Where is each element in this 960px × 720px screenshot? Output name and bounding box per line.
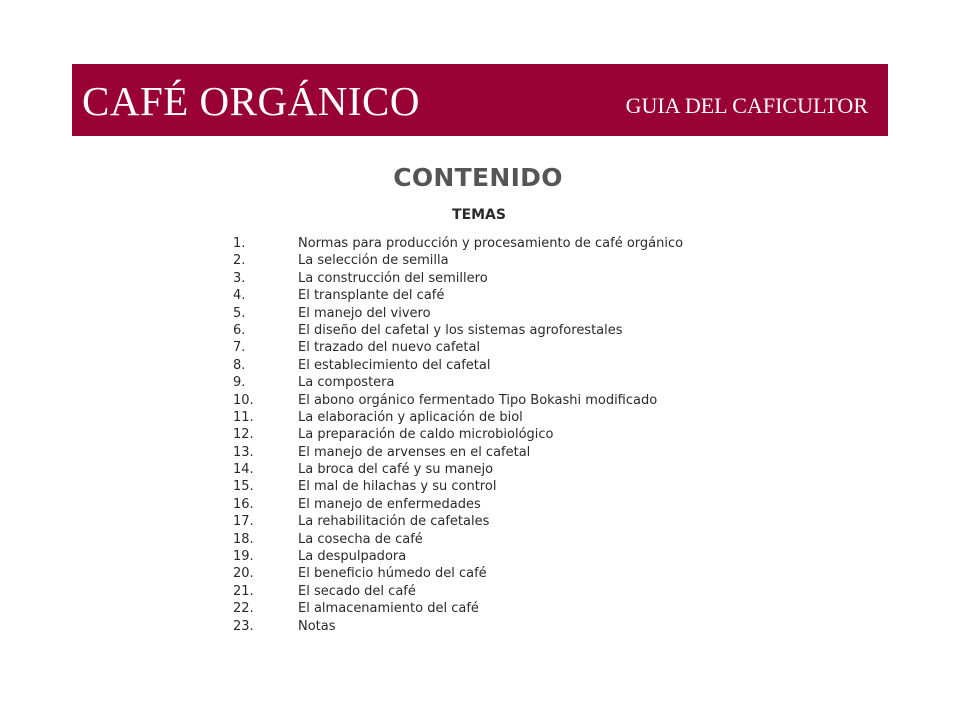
toc-item bbox=[233, 270, 683, 287]
toc-item-number: 13. bbox=[233, 444, 254, 460]
topics-heading: TEMAS bbox=[452, 207, 506, 223]
toc-item-number: 19. bbox=[233, 549, 254, 565]
toc-item-number: 4. bbox=[233, 288, 246, 304]
toc-item bbox=[233, 392, 683, 409]
table-of-contents bbox=[233, 235, 683, 635]
toc-item-number: 14. bbox=[233, 462, 254, 478]
toc-item bbox=[233, 305, 683, 322]
toc-item-number: 17. bbox=[233, 514, 254, 530]
header-banner bbox=[72, 64, 888, 136]
toc-item bbox=[233, 409, 683, 426]
toc-item-title: La elaboración y aplicación de biol bbox=[298, 409, 523, 425]
toc-item bbox=[233, 548, 683, 565]
toc-item bbox=[233, 374, 683, 391]
toc-item-title: La cosecha de café bbox=[298, 531, 423, 547]
toc-item-title: El abono orgánico fermentado Tipo Bokashi modificado bbox=[298, 392, 658, 408]
toc-item-number: 12. bbox=[233, 427, 254, 443]
toc-item bbox=[233, 496, 683, 513]
toc-item bbox=[233, 357, 683, 374]
toc-item bbox=[233, 583, 683, 600]
toc-item-number: 15. bbox=[233, 479, 254, 495]
toc-item-title: El establecimiento del cafetal bbox=[298, 357, 491, 373]
toc-item bbox=[233, 235, 683, 252]
toc-item-title: La despulpadora bbox=[298, 549, 407, 565]
document-subtitle: GUIA DEL CAFICULTOR bbox=[625, 93, 868, 118]
toc-item bbox=[233, 513, 683, 530]
toc-item-number: 10. bbox=[233, 392, 254, 408]
toc-item-title: La rehabilitación de cafetales bbox=[298, 514, 490, 530]
toc-item-number: 1. bbox=[233, 236, 246, 251]
toc-item-title: La construcción del semillero bbox=[298, 270, 488, 286]
toc-item-number: 3. bbox=[233, 270, 246, 286]
toc-item-title: El manejo de enfermedades bbox=[298, 496, 481, 512]
toc-item bbox=[233, 426, 683, 443]
toc-item-title: La compostera bbox=[298, 375, 395, 391]
toc-item bbox=[233, 461, 683, 478]
toc-item bbox=[233, 252, 683, 269]
toc-item-title: La preparación de caldo microbiológico bbox=[298, 427, 554, 443]
toc-item-title: El manejo de arvenses en el cafetal bbox=[298, 444, 531, 460]
toc-item bbox=[233, 444, 683, 461]
toc-item bbox=[233, 478, 683, 495]
toc-item-title: Notas bbox=[298, 618, 336, 634]
toc-item-number: 5. bbox=[233, 305, 246, 321]
toc-item-number: 22. bbox=[233, 601, 254, 617]
toc-item-number: 11. bbox=[233, 409, 254, 425]
document-title: CAFÉ ORGÁNICO bbox=[82, 78, 420, 124]
toc-item-title: El diseño del cafetal y los sistemas agroforestales bbox=[298, 322, 623, 338]
toc-item-title: El trazado del nuevo cafetal bbox=[298, 340, 481, 356]
toc-item-title: La selección de semilla bbox=[298, 253, 449, 269]
toc-item bbox=[233, 287, 683, 304]
toc-item-title: El secado del café bbox=[298, 583, 416, 599]
toc-item-number: 16. bbox=[233, 496, 254, 512]
toc-item bbox=[233, 531, 683, 548]
toc-item-number: 8. bbox=[233, 357, 246, 373]
toc-item bbox=[233, 339, 683, 356]
toc-item-title: La broca del café y su manejo bbox=[298, 462, 494, 478]
toc-item-number: 9. bbox=[233, 375, 246, 391]
toc-item-title: Normas para producción y procesamiento de café orgánico bbox=[298, 236, 684, 251]
toc-item-title: El transplante del café bbox=[298, 288, 445, 304]
toc-item-title: El beneficio húmedo del café bbox=[298, 566, 487, 582]
toc-item-title: El mal de hilachas y su control bbox=[298, 479, 497, 495]
toc-item-title: El manejo del vivero bbox=[298, 305, 431, 321]
toc-item bbox=[233, 322, 683, 339]
toc-item-number: 23. bbox=[233, 618, 254, 634]
toc-item bbox=[233, 600, 683, 617]
toc-item-number: 2. bbox=[233, 253, 246, 269]
contents-heading: CONTENIDO bbox=[393, 163, 563, 192]
toc-item-number: 20. bbox=[233, 566, 254, 582]
toc-item bbox=[233, 565, 683, 582]
toc-item-number: 21. bbox=[233, 583, 254, 599]
toc-item-title: El almacenamiento del café bbox=[298, 601, 479, 617]
toc-item-number: 7. bbox=[233, 340, 246, 356]
toc-item bbox=[233, 618, 683, 635]
toc-item-number: 18. bbox=[233, 531, 254, 547]
toc-item-number: 6. bbox=[233, 322, 246, 338]
